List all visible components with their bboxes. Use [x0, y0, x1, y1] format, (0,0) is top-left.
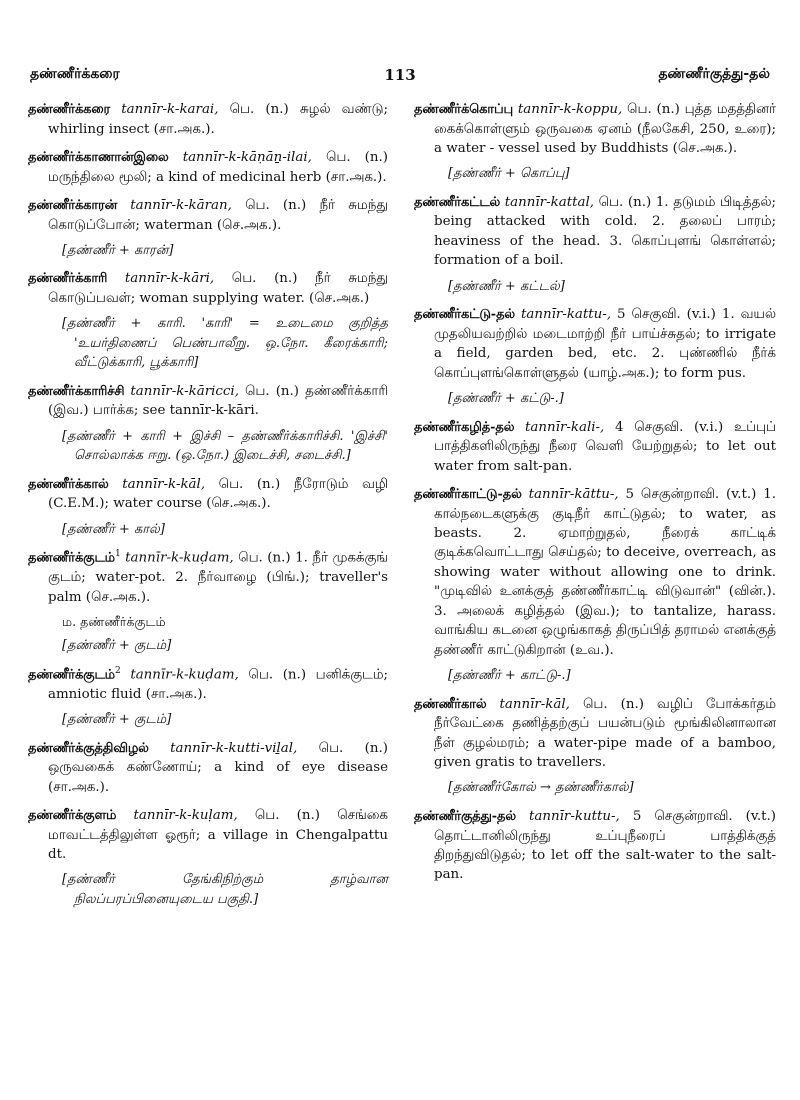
transliteration: tannīr-kāttu-, — [528, 487, 619, 503]
headword: தண்ணீர்கால் — [414, 696, 487, 712]
etymology-note: [தண்ணீர் + குடம்] — [62, 638, 172, 654]
dictionary-entry — [28, 475, 388, 514]
dictionary-entry — [28, 382, 388, 421]
header-left-guideword: தண்ணீர்க்கரை — [30, 66, 120, 82]
dictionary-entry — [414, 418, 776, 476]
transliteration: tannīr-kali-, — [525, 419, 605, 435]
headword: தண்ணீர்க்குடம் — [28, 667, 115, 683]
transliteration: tannīr-k-kuḷam, — [133, 808, 238, 824]
transliteration: tannīr-k-koppu, — [517, 102, 623, 117]
etymology-note: [தண்ணீர் தேங்கிநிற்கும் தாழ்வான நிலப்பரப்பினையுடைய பகுதி.] — [62, 872, 388, 907]
homonym-number: 2 — [114, 665, 121, 676]
etymology-note: [தண்ணீர் + காரன்] — [62, 242, 174, 258]
headword: தண்ணீர்க்கரை — [28, 102, 111, 117]
headword: தண்ணீர்குத்து-தல் — [414, 808, 516, 824]
headword: தண்ணீர்க்காரி — [28, 271, 108, 287]
dictionary-entry — [414, 807, 776, 885]
transliteration: tannīr-kuttu-, — [529, 808, 620, 824]
headword: தண்ணீர்க்குடம் — [28, 550, 115, 566]
transliteration: tannīr-k-kāran, — [130, 197, 232, 213]
headword: தண்ணீர்க்குளம் — [28, 808, 117, 824]
dictionary-entry — [414, 305, 776, 383]
transliteration: tannīr-k-kutti-viḻal, — [170, 740, 298, 756]
headword: தண்ணீர்கட்டு-தல் — [414, 307, 516, 323]
dictionary-entry — [28, 148, 388, 187]
headword: தண்ணீர்க்காரன் — [28, 197, 118, 213]
dictionary-entry — [414, 100, 776, 158]
definition: 4 செகுவி. (v.i.) உப்புப் பாத்திகளிலிருந்து நீரை வெளி யேற்றுதல்; to let out water from salt-pan. — [434, 419, 776, 474]
definition: 5 செகுவி. (v.i.) 1. வயல் முதலியவற்றில் மடைமாற்றி நீர் பாய்ச்சுதல்; to irrigate a field, garden bed, etc. 2. புண்ணில் நீர்க் கொப்புளங்கொள்ளுதல் (யாழ்.அக.); to form pus. — [434, 307, 776, 381]
definition: பெ. (n.) 1. தடுமம் பிடித்தல்; being attacked with cold. 2. தலைப் பாரம்; heaviness of the head. 3. கொப்புளங் கொள்ளல்; formation of a boil. — [434, 194, 776, 269]
headword: தண்ணீர்க்கால் — [28, 476, 109, 492]
headword: தண்ணீர்காட்டு-தல் — [414, 487, 522, 503]
page-number: 113 — [384, 66, 416, 84]
definition: 5 செகுன்றாவி. (v.t.) தொட்டானிலிருந்து உப்புநீரைப் பாத்திக்குத் திறந்துவிடுதல்; to let off the salt-water to the salt-pan. — [434, 808, 776, 883]
transliteration: tannīr-k-karai, — [121, 102, 219, 117]
header-right-guideword: தண்ணீர்குத்து-தல் — [658, 66, 770, 82]
transliteration: tannīr-k-kāri, — [124, 271, 215, 287]
definition: பெ. (n.) நீர் சுமந்து கொடுப்போன்; waterman (செ.அக.). — [48, 197, 388, 233]
etymology-note: [தண்ணீர் + காரி. 'காரி' = உடைமை குறித்த 'உயர்திணைப் பெண்பாலீறு. ஒ.நோ. கீரைக்காரி; வீட்டுக்காரி, பூக்காரி] — [62, 316, 388, 371]
definition: பெ. (n.) வழிப் போக்கர்தம் நீர்வேட்கை தணித்தற்குப் பயன்படும் மூங்கிலினாலான நீள் குழல்மரம்; a water-pipe made of a bamboo, given gratis to travellers. — [434, 696, 776, 771]
transliteration: tannīr-k-kāl, — [122, 476, 206, 492]
definition: பெ. (n.) நீர் சுமந்து கொடுப்பவள்; woman supplying water. (செ.அக.) — [48, 271, 388, 306]
dictionary-entry — [28, 269, 388, 308]
definition: பெ. (n.) 1. நீர் முகக்குங் குடம்; water-pot. 2. நீர்வாழை (பிங்.); traveller's palm (செ.அக.). — [48, 550, 388, 605]
homonym-number: 1 — [114, 549, 121, 560]
right-column — [414, 100, 776, 894]
transliteration: tannīr-k-kuḍam, — [125, 550, 234, 566]
cognate-line: ம. தண்ணீர்க்குடம் — [62, 614, 166, 630]
dictionary-entry — [414, 695, 776, 773]
dictionary-entry — [414, 193, 776, 271]
etymology-note: [தண்ணீர்கோல் → தண்ணீர்கால்] — [448, 780, 634, 796]
transliteration: tannīr-k-kāricci, — [130, 383, 239, 399]
dictionary-entry — [28, 806, 388, 864]
definition: பெ. (n.) தண்ணீர்க்காரி (இவ.) பார்க்க; see tannīr-k-kāri. — [48, 383, 388, 419]
dictionary-entry — [28, 548, 388, 607]
headword: தண்ணீர்கட்டல் — [414, 194, 501, 210]
definition: பெ. (n.) நீரோடும் வழி (C.E.M.); water course (செ.அக.). — [48, 476, 388, 512]
running-header — [30, 66, 770, 88]
headword: தண்ணீர்க்குத்திவிழல் — [28, 740, 149, 756]
etymology-note: [தண்ணீர் + காரி + இச்சி – தண்ணீர்க்காரிச்சி. 'இச்சி' சொல்லாக்க ஈறு. (ஒ.நோ.) இடைச்சி, சடைச்சி.] — [62, 428, 388, 464]
etymology-note: [தண்ணீர் + கட்டு-.] — [448, 391, 564, 407]
definition: பெ. (n.) புத்த மதத்தினர் கைக்கொள்ளும் ஒருவகை ஏனம் (நீலகேசி, 250, உரை); a water - vessel used by Buddhists (செ.அக.). — [434, 102, 776, 156]
definition: பெ. (n.) பனிக்குடம்; amniotic fluid (சா.அக.). — [48, 667, 388, 702]
etymology-note: [தண்ணீர் + கொப்பு] — [448, 166, 570, 182]
etymology-note: [தண்ணீர் + கால்] — [62, 521, 165, 537]
headword: தண்ணீர்க்காரிச்சி — [28, 383, 125, 399]
dictionary-entry — [28, 739, 388, 797]
headword: தண்ணீர்க்கொப்பு — [414, 102, 514, 117]
headword: தண்ணீர்கழித்-தல் — [414, 419, 515, 435]
definition: பெ. (n.) செங்கை மாவட்டத்திலுள்ள ஓரூர்; a village in Chengalpattu dt. — [48, 808, 388, 863]
dictionary-entry — [28, 100, 388, 139]
etymology-note: [தண்ணீர் + காட்டு-.] — [448, 668, 571, 684]
dictionary-entry — [28, 196, 388, 235]
transliteration: tannīr-kattu-, — [521, 307, 612, 323]
etymology-note: [தண்ணீர் + கட்டல்] — [448, 278, 565, 294]
definition: 5 செகுன்றாவி. (v.t.) 1. கால்நடைகளுக்கு குடிநீர் காட்டுதல்; to water, as beasts. 2. ஏமாற்றுதல், நீரைக் காட்டிக் குடிக்கவொட்டாது செய்தல்; to deceive, overreach, as showing water without allowing one to drink. "முடிவில் உனக்குத் தண்ணீர்காட்டி விடுவான்" (வின்.). 3. அலைக் கழித்தல் (இவ.); to tantalize, harass. வாங்கிய கடனை ஒழுங்காகத் திருப்பித் தராமல் எனக்குத் தண்ணீர் காட்டுகிறான் (உவ.). — [434, 487, 776, 658]
transliteration: tannīr-kattal, — [504, 194, 594, 210]
dictionary-entry — [414, 485, 776, 660]
left-column — [28, 100, 388, 918]
transliteration: tannīr-k-kuḍam, — [130, 667, 239, 683]
definition: பெ. (n.) ஒருவகைக் கண்ணோய்; a kind of eye disease (சா.அக.). — [48, 740, 388, 795]
definition: பெ. (n.) சுழல் வண்டு; whirling insect (சா.அக.). — [48, 102, 388, 137]
headword: தண்ணீர்க்காணான்இலை — [28, 149, 169, 165]
transliteration: tannīr-kāl, — [499, 696, 570, 712]
dictionary-entry — [28, 665, 388, 704]
transliteration: tannīr-k-kāṇāṉ-ilai, — [182, 149, 312, 165]
definition: பெ. (n.) மருந்திலை மூலி; a kind of medicinal herb (சா.அக.). — [48, 149, 388, 185]
etymology-note: [தண்ணீர் + குடம்] — [62, 712, 172, 728]
